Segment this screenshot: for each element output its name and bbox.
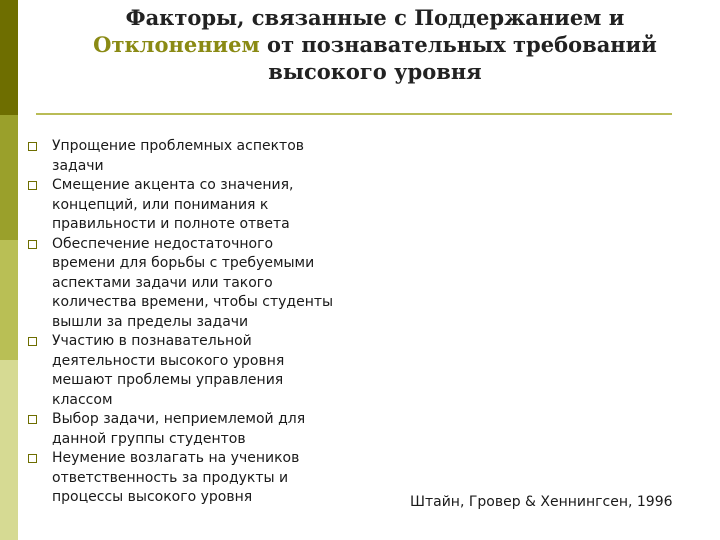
bullet-text: Упрощение проблемных аспектов задачи: [52, 138, 305, 174]
square-bullet-icon: [28, 454, 37, 463]
square-bullet-icon: [28, 415, 37, 424]
square-bullet-icon: [28, 240, 37, 249]
list-item: [28, 137, 388, 176]
list-item: [28, 176, 388, 235]
title-divider: [36, 113, 672, 115]
bullet-text: Выбор задачи, неприемлемой для данной группы студентов: [52, 411, 306, 447]
bullet-list: [28, 137, 388, 508]
list-item: [28, 449, 388, 508]
title-line-1: Факторы, связанные с Поддержанием и: [125, 5, 625, 30]
bullet-text: Обеспечение недостаточного времени для борьбы с требуемыми аспектами задачи или такого количества времени, чтобы студенты вышли за пределы задачи: [52, 235, 334, 330]
list-item: [28, 235, 388, 333]
sidebar-segment: [0, 115, 18, 240]
slide-title: [50, 4, 700, 85]
title-line-3: высокого уровня: [268, 59, 482, 84]
sidebar-segment: [0, 360, 18, 540]
sidebar-color-bar: [0, 0, 18, 540]
list-item: [28, 410, 388, 449]
bullet-text: Неумение возлагать на учеников ответственность за продукты и процессы высокого уровня: [52, 450, 300, 505]
square-bullet-icon: [28, 337, 37, 346]
bullet-text: Участию в познавательной деятельности высокого уровня мешают проблемы управления классом: [52, 333, 285, 408]
citation: Штайн, Гровер & Хеннингсен, 1996: [410, 494, 673, 510]
sidebar-segment: [0, 0, 18, 115]
title-highlight: Отклонением: [93, 32, 260, 57]
title-line-2-rest: от познавательных требований: [259, 32, 657, 57]
sidebar-segment: [0, 240, 18, 360]
list-item: [28, 332, 388, 410]
square-bullet-icon: [28, 142, 37, 151]
square-bullet-icon: [28, 181, 37, 190]
title-line-2: [50, 31, 700, 58]
bullet-text: Смещение акцента со значения, концепций, или понимания к правильности и полноте ответа: [52, 177, 294, 232]
